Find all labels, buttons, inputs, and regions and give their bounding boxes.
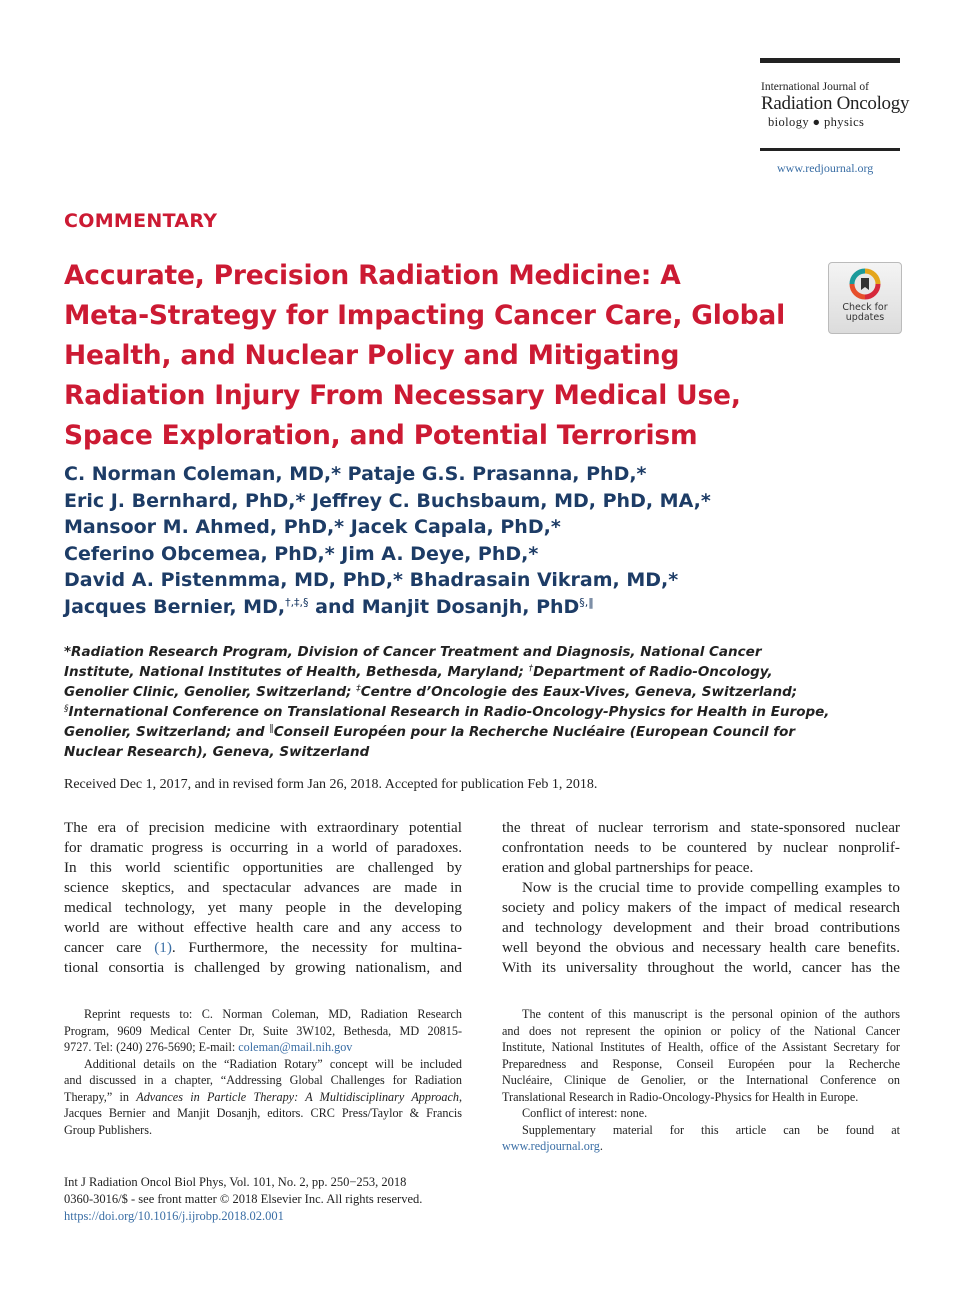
body-line: In this world scientific opportunities are challenged by bbox=[64, 859, 462, 876]
body-column-right bbox=[502, 818, 900, 978]
affiliation-marks: †,‡,§ bbox=[285, 595, 309, 609]
footnote-line: Conflict of interest: none. bbox=[522, 1106, 648, 1120]
affiliation-mark: ‡ bbox=[356, 684, 361, 694]
footnote-line: Translational Research in Radio-Oncology-Physics for Health in Europe. bbox=[502, 1089, 859, 1104]
affiliation-text: Institute, National Institutes of Health, Bethesda, Maryland; bbox=[64, 664, 529, 680]
footnote-line: Supplementary material for this article can be found at bbox=[522, 1122, 900, 1137]
author-line bbox=[64, 594, 824, 621]
footnote-right bbox=[502, 1006, 900, 1155]
author-line: Mansoor M. Ahmed, PhD,* Jacek Capala, PhD,* bbox=[64, 516, 561, 538]
body-line: medical technology, yet many people in the developing bbox=[64, 899, 462, 916]
title-line: Meta-Strategy for Impacting Cancer Care, Global bbox=[64, 300, 785, 331]
affiliation-marks: §,‖ bbox=[579, 595, 594, 609]
email-link[interactable]: coleman@mail.nih.gov bbox=[238, 1040, 353, 1054]
author-line: David A. Pistenmma, MD, PhD,* Bhadrasain Vikram, MD,* bbox=[64, 569, 679, 591]
citation-block bbox=[64, 1174, 422, 1225]
body-line: well beyond the obvious and necessary health care benefits. bbox=[502, 939, 900, 956]
footnote-line: Nucléaire, Clinique de Genolier, or the International Conference on bbox=[502, 1073, 900, 1087]
body-paragraph bbox=[502, 878, 900, 978]
section-label: COMMENTARY bbox=[64, 210, 218, 232]
footnote-left bbox=[64, 1006, 462, 1138]
check-updates-icon bbox=[849, 268, 881, 300]
body-text: . Furthermore, the necessity for multina- bbox=[171, 939, 462, 956]
body-line: With its universality throughout the world, cancer has the bbox=[502, 959, 900, 976]
body-line: the threat of nuclear terrorism and state-sponsored nuclear bbox=[502, 819, 900, 836]
body-line bbox=[64, 938, 462, 958]
affiliation-text: Conseil Européen pour la Recherche Nucléaire (European Council for bbox=[273, 724, 796, 740]
body-line: society and policy makers of the impact of medical research bbox=[502, 899, 900, 916]
title-line: Radiation Injury From Necessary Medical Use, bbox=[64, 380, 741, 411]
footnote-line: and discussed in a chapter, “Addressing Global Challenges for Radiation bbox=[64, 1073, 462, 1087]
masthead-rule-top bbox=[760, 58, 900, 63]
body-text: cancer care bbox=[64, 939, 155, 956]
author-text: Jacques Bernier, MD, bbox=[64, 595, 286, 618]
affiliations bbox=[64, 642, 854, 762]
footnote-text: 9727. Tel: (240) 276-5690; E-mail: bbox=[64, 1040, 239, 1054]
journal-site-link[interactable]: www.redjournal.org bbox=[777, 161, 874, 175]
footnote-line: Jacques Bernier and Manjit Dosanjh, editors. CRC Press/Taylor & Francis bbox=[64, 1106, 462, 1120]
footnote-text: Therapy,” in bbox=[64, 1089, 137, 1104]
footnote-text: . bbox=[599, 1139, 603, 1153]
journal-name-line1: International Journal of bbox=[761, 81, 869, 93]
affiliation-line: *Radiation Research Program, Division of Cancer Treatment and Diagnosis, National Cancer bbox=[64, 644, 762, 660]
body-line: and technology development and their broad contributions bbox=[502, 919, 900, 936]
affiliation-mark: † bbox=[528, 664, 534, 674]
citation-line: Int J Radiation Oncol Biol Phys, Vol. 101, No. 2, pp. 250−253, 2018 bbox=[64, 1175, 407, 1189]
doi-link[interactable]: https://doi.org/10.1016/j.ijrobp.2018.02.001 bbox=[64, 1209, 284, 1223]
book-title: Advances in Particle Therapy: A Multidisciplinary Approach bbox=[136, 1089, 459, 1104]
journal-name-line2: Radiation Oncology bbox=[761, 93, 910, 114]
article-title bbox=[64, 256, 794, 456]
affiliation-line: Nuclear Research), Geneva, Switzerland bbox=[64, 744, 370, 760]
affiliation-text: Genolier Clinic, Genolier, Switzerland; bbox=[64, 684, 357, 700]
footnote-line: Preparedness and Response, Conseil Européen pour la Recherche bbox=[502, 1056, 900, 1071]
body-line: Now is the crucial time to provide compelling examples to bbox=[522, 879, 900, 896]
footnote-line: The content of this manuscript is the personal opinion of the authors bbox=[522, 1007, 900, 1021]
journal-site-link[interactable]: www.redjournal.org bbox=[502, 1139, 600, 1153]
check-for-updates-button[interactable] bbox=[828, 262, 902, 334]
author-line: C. Norman Coleman, MD,* Pataje G.S. Prasanna, PhD,* bbox=[64, 463, 647, 485]
body-line: science skeptics, and spectacular advances are made in bbox=[64, 879, 462, 896]
received-dates: Received Dec 1, 2017, and in revised form Jan 26, 2018. Accepted for publication Feb 1, 2018. bbox=[64, 777, 598, 792]
author-list bbox=[64, 461, 824, 620]
affiliation-line bbox=[64, 662, 854, 682]
footnote-line: Institute, National Institutes of Health, office of the Assistant Secretary for bbox=[502, 1040, 900, 1054]
affiliation-mark: ‖ bbox=[269, 724, 274, 734]
body-line: for dramatic progress is occurring in a world of paradoxes. bbox=[64, 839, 462, 856]
body-line: tional consortia is challenged by growing nationalism, and bbox=[64, 959, 462, 976]
body-paragraph bbox=[502, 818, 900, 878]
body-paragraph bbox=[64, 818, 462, 978]
check-updates-line1: Check for bbox=[842, 302, 888, 313]
masthead-rule-bottom bbox=[760, 148, 900, 151]
affiliation-line bbox=[64, 682, 854, 702]
footnote-line: and does not represent the opinion or policy of the National Cancer bbox=[502, 1023, 900, 1038]
body-line: confrontation needs to be countered by nuclear nonprolif- bbox=[502, 839, 900, 856]
title-line: Space Exploration, and Potential Terrorism bbox=[64, 420, 698, 451]
affiliation-text: Centre d’Oncologie des Eaux-Vives, Geneva, Switzerland; bbox=[360, 684, 798, 700]
footnote-line bbox=[502, 1138, 900, 1155]
author-line: Ceferino Obcemea, PhD,* Jim A. Deye, PhD,* bbox=[64, 542, 539, 565]
affiliation-line bbox=[64, 722, 854, 742]
body-line: world are without effective health care and any access to bbox=[64, 919, 462, 936]
affiliation-mark: § bbox=[64, 704, 69, 714]
footnote-text: , bbox=[458, 1089, 462, 1104]
affiliation-text: International Conference on Translational Research in Radio-Oncology-Physics for Health in Europe, bbox=[68, 704, 830, 720]
affiliation-text: Genolier, Switzerland; and bbox=[64, 724, 270, 740]
affiliation-text: Department of Radio-Oncology, bbox=[533, 664, 773, 680]
footnote-line bbox=[64, 1039, 462, 1056]
journal-name-line3: biology ● physics bbox=[768, 115, 865, 129]
reference-link[interactable]: (1) bbox=[154, 939, 172, 956]
footnote-line: Additional details on the “Radiation Rotary” concept will be included bbox=[84, 1056, 462, 1071]
body-line: eration and global partnerships for peace. bbox=[502, 859, 754, 876]
title-line: Accurate, Precision Radiation Medicine: A bbox=[64, 260, 681, 291]
footnote-line: Group Publishers. bbox=[64, 1122, 153, 1137]
title-line: Health, and Nuclear Policy and Mitigating bbox=[64, 340, 680, 371]
footnote-line: Reprint requests to: C. Norman Coleman, MD, Radiation Research bbox=[84, 1007, 462, 1021]
check-updates-line2: updates bbox=[845, 312, 885, 323]
footnote-line: Program, 9609 Medical Center Dr, Suite 3W102, Bethesda, MD 20815- bbox=[64, 1023, 462, 1038]
footnote-line bbox=[64, 1089, 462, 1106]
author-text: and Manjit Dosanjh, PhD bbox=[308, 595, 580, 618]
author-line: Eric J. Bernhard, PhD,* Jeffrey C. Buchsbaum, MD, PhD, MA,* bbox=[64, 489, 711, 512]
body-line: The era of precision medicine with extraordinary potential bbox=[64, 819, 462, 836]
body-column-left bbox=[64, 818, 462, 978]
citation-line: 0360-3016/$ - see front matter © 2018 Elsevier Inc. All rights reserved. bbox=[64, 1192, 423, 1206]
affiliation-line bbox=[64, 702, 854, 722]
